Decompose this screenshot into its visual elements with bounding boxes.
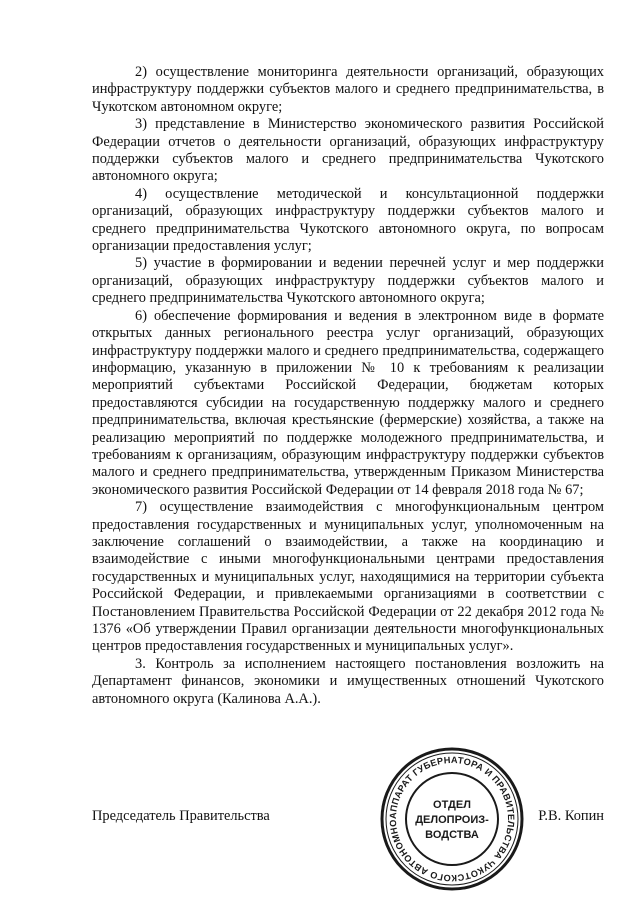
paragraph-item-6: 6) обеспечение формирования и ведения в электронном виде в формате открытых данных регионального реестра услуг организаций, образующих инфраструктуру поддержки малого и среднего предпринимательства, содержащего информацию, указанную в приложении № 10 к требованиям к реализации мероприятий субъектами Российской Федерации, бюджетам которых предоставляются субсидии на государственную поддержку малого и среднего предпринимательства, включая крестьянские (фермерские) хозяйства, а также на реализацию мероприятий по поддержке молодежного предпринимательства, и требованиям к организациям, образующим инфраструктуру поддержки субъектов малого и среднего предпринимательства, утвержденным Приказом Министерства экономического развития Российской Федерации от 14 февраля 2018 года № 67; [92, 307, 604, 498]
svg-text:ВОДСТВА: ВОДСТВА [425, 829, 479, 841]
stamp-seal-icon [378, 745, 526, 893]
paragraph-item-7: 7) осуществление взаимодействия с многофункциональным центром предоставления государственных и муниципальных услуг, уполномоченным на заключение соглашений о взаимодействии, а также на координацию и взаимодействие с иными многофункциональными центрами предоставления государственных и муниципальных услуг, находящимися на территории субъекта Российской Федерации, и привлекаемыми организациями в соответствии с Постановлением Правительства Российской Федерации от 22 декабря 2012 года № 1376 «Об утверждении Правил организации деятельности многофункциональных центров предоставления государственных и муниципальных услуг». [92, 499, 604, 655]
paragraph-item-5: 5) участие в формировании и ведении перечней услуг и мер поддержки организаций, образующих инфраструктуру поддержки субъектов малого и среднего предпринимательства Чукотского автономного округа; [92, 255, 604, 307]
paragraph-item-3: 3) представление в Министерство экономического развития Российской Федерации отчетов о деятельности организаций, образующих инфраструктуру поддержки субъектов малого и среднего предпринимательства Чукотского автономного округа; [92, 116, 604, 185]
svg-text:ОТДЕЛ: ОТДЕЛ [433, 799, 471, 811]
paragraph-control: 3. Контроль за исполнением настоящего постановления возложить на Департамент финансов, экономики и имущественных отношений Чукотского автономного округа (Калинова А.А.). [92, 655, 604, 707]
paragraph-item-4: 4) осуществление методической и консультационной поддержки организаций, образующих инфраструктуру поддержки субъектов малого и среднего предпринимательства Чукотского автономного округа, по вопросам организации предоставления услуг; [92, 185, 604, 255]
office-stamp [378, 745, 526, 893]
paragraph-item-2: 2) осуществление мониторинга деятельности организаций, образующих инфраструктуру поддержки субъектов малого и среднего предпринимательства, в Чукотском автономном округе; [92, 64, 604, 115]
svg-text:АППАРАТ ГУБЕРНАТОРА И ПРАВИТЕЛ: АППАРАТ ГУБЕРНАТОРА И ПРАВИТЕЛЬСТВА ЧУКОТСКОГО АВТОНОМНО [387, 754, 517, 884]
signature-block [92, 808, 604, 830]
document-body [92, 64, 604, 708]
svg-text:ДЕЛОПРОИЗ-: ДЕЛОПРОИЗ- [415, 814, 489, 826]
signatory-position: Председатель Правительства [92, 808, 270, 824]
signatory-name: Р.В. Копин [538, 808, 604, 824]
